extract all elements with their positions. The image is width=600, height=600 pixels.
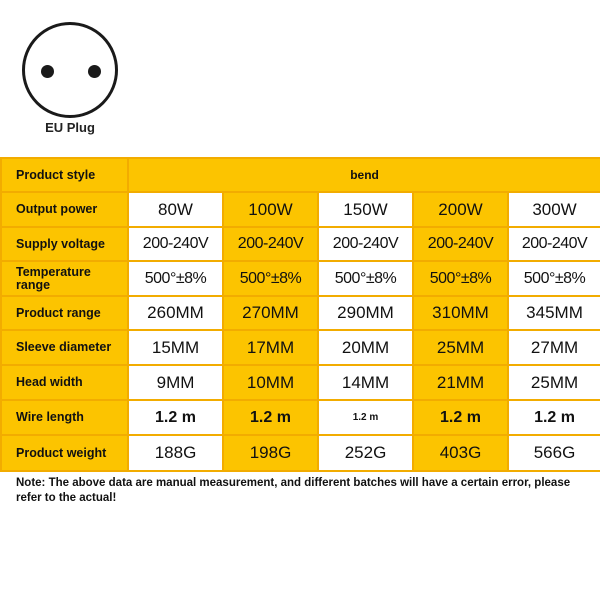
plug-label: EU Plug (45, 120, 95, 135)
table-cell: 100W (223, 192, 318, 227)
row-label: Head width (1, 365, 128, 400)
table-row-product-weight (1, 435, 600, 471)
plug-pin-right (88, 65, 101, 78)
table-cell: 27MM (508, 330, 600, 365)
table-row-product-style (1, 158, 600, 192)
row-label: Product range (1, 296, 128, 330)
product-style-value: bend (128, 158, 600, 192)
table-cell: 500°±8% (223, 261, 318, 296)
table-row-wire-length (1, 400, 600, 435)
table-cell: 200-240V (508, 227, 600, 261)
table-cell: 20MM (318, 330, 413, 365)
table-cell: 1.2 m (413, 400, 508, 435)
table-cell: 25MM (508, 365, 600, 400)
table-cell: 260MM (128, 296, 223, 330)
row-label: Temperature range (1, 261, 128, 296)
row-label: Product style (1, 158, 128, 192)
table-cell: 200-240V (128, 227, 223, 261)
table-row-head-width (1, 365, 600, 400)
table-cell: 345MM (508, 296, 600, 330)
table-cell: 252G (318, 435, 413, 471)
table-cell: 500°±8% (128, 261, 223, 296)
table-cell: 500°±8% (413, 261, 508, 296)
table-cell: 500°±8% (508, 261, 600, 296)
table-cell: 14MM (318, 365, 413, 400)
table-cell: 200W (413, 192, 508, 227)
table-cell: 200-240V (318, 227, 413, 261)
table-cell: 150W (318, 192, 413, 227)
table-row-supply-voltage (1, 227, 600, 261)
table-cell: 80W (128, 192, 223, 227)
table-cell: 188G (128, 435, 223, 471)
table-cell: 403G (413, 435, 508, 471)
table-cell: 10MM (223, 365, 318, 400)
table-cell: 200-240V (413, 227, 508, 261)
table-row-temperature-range (1, 261, 600, 296)
row-label: Sleeve diameter (1, 330, 128, 365)
table-cell: 270MM (223, 296, 318, 330)
row-label: Product weight (1, 435, 128, 471)
table-row-product-range (1, 296, 600, 330)
table-row-output-power (1, 192, 600, 227)
table-cell: 1.2 m (318, 400, 413, 435)
plug-pin-left (41, 65, 54, 78)
spec-table (0, 157, 600, 472)
table-cell: 1.2 m (508, 400, 600, 435)
table-cell: 9MM (128, 365, 223, 400)
table-cell: 17MM (223, 330, 318, 365)
table-cell: 15MM (128, 330, 223, 365)
table-cell: 200-240V (223, 227, 318, 261)
table-cell: 198G (223, 435, 318, 471)
table-cell: 21MM (413, 365, 508, 400)
row-label: Wire length (1, 400, 128, 435)
table-cell: 25MM (413, 330, 508, 365)
row-label: Output power (1, 192, 128, 227)
measurement-note: Note: The above data are manual measurement, and different batches will have a certain error, please refer to the actual! (16, 477, 571, 504)
table-cell: 300W (508, 192, 600, 227)
table-cell: 566G (508, 435, 600, 471)
table-row-sleeve-diameter (1, 330, 600, 365)
table-cell: 500°±8% (318, 261, 413, 296)
row-label: Supply voltage (1, 227, 128, 261)
table-cell: 1.2 m (128, 400, 223, 435)
table-cell: 1.2 m (223, 400, 318, 435)
table-cell: 310MM (413, 296, 508, 330)
table-cell: 290MM (318, 296, 413, 330)
eu-plug-icon (22, 22, 118, 118)
